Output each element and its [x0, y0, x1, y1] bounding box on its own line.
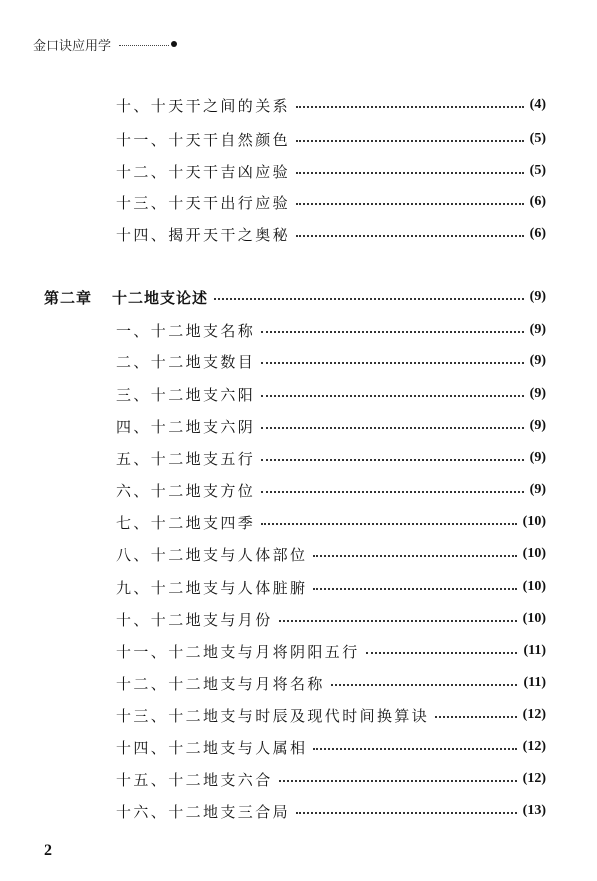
- toc-entry[interactable]: [116, 220, 546, 248]
- toc-entry-title: 九、十二地支与人体脏腑: [116, 578, 308, 597]
- dot-leader: [279, 780, 517, 782]
- dot-leader: [261, 427, 523, 429]
- dot-leader: [296, 203, 524, 205]
- toc-entry-page: (9): [529, 418, 546, 433]
- toc-entry[interactable]: [116, 701, 546, 729]
- toc-entry[interactable]: [116, 765, 546, 793]
- toc-entry[interactable]: [116, 91, 546, 119]
- toc-entry-page: (11): [523, 675, 546, 690]
- dot-leader: [313, 555, 516, 557]
- dot-leader: [261, 362, 523, 364]
- toc-entry-page: (9): [529, 450, 546, 465]
- toc-entry[interactable]: [116, 508, 546, 536]
- toc-entry-title: 十三、十二地支与时辰及现代时间换算诀: [116, 706, 430, 725]
- toc-entry-title: 十一、十天干自然颜色: [116, 130, 291, 149]
- toc-entry-page: (13): [522, 803, 546, 818]
- toc-entry[interactable]: [116, 444, 546, 472]
- toc-entry-title: 十五、十二地支六合: [116, 770, 273, 789]
- toc-entry-page: (10): [522, 611, 546, 626]
- toc-entry[interactable]: [116, 605, 546, 633]
- toc-entry-title: 十二、十二地支与月将名称: [116, 674, 325, 693]
- toc-entry[interactable]: [116, 637, 546, 665]
- toc-entry-title: 五、十二地支五行: [116, 449, 256, 468]
- chapter-page: (9): [529, 289, 546, 304]
- toc-entry-page: (4): [529, 97, 546, 112]
- toc-entry-title: 十、十二地支与月份: [116, 610, 273, 629]
- toc-entry-page: (9): [529, 386, 546, 401]
- toc-entry-title: 十六、十二地支三合局: [116, 802, 291, 821]
- dot-leader: [261, 491, 523, 493]
- dot-leader: [261, 331, 523, 333]
- toc-entry-title: 四、十二地支六阴: [116, 417, 256, 436]
- dot-leader: [313, 748, 516, 750]
- toc-entry-title: 六、十二地支方位: [116, 481, 256, 500]
- dot-leader: [214, 298, 524, 300]
- dot-leader: [296, 235, 524, 237]
- toc-entry[interactable]: [116, 669, 546, 697]
- toc-entry-title: 三、十二地支六阳: [116, 385, 256, 404]
- toc-entry-page: (9): [529, 322, 546, 337]
- toc-entry-page: (11): [523, 643, 546, 658]
- toc-entry-page: (6): [529, 226, 546, 241]
- toc-entry-title: 十、十天干之间的关系: [116, 96, 291, 115]
- toc-entry[interactable]: [116, 125, 546, 153]
- toc-entry-title: 十三、十天干出行应验: [116, 193, 291, 212]
- dot-leader: [331, 684, 518, 686]
- header-bullet-icon: [171, 41, 177, 47]
- running-header: [33, 34, 553, 54]
- dot-leader: [296, 140, 524, 142]
- toc-entry-page: (9): [529, 482, 546, 497]
- toc-entry[interactable]: [116, 316, 546, 344]
- book-title: 金口诀应用学: [33, 38, 112, 54]
- toc-entry-page: (6): [529, 194, 546, 209]
- toc-entry-page: (10): [522, 514, 546, 529]
- toc-entry-page: (9): [529, 353, 546, 368]
- dot-leader: [313, 588, 516, 590]
- toc-entry[interactable]: [116, 380, 546, 408]
- toc-entry-title: 七、十二地支四季: [116, 513, 256, 532]
- toc-entry-page: (12): [522, 739, 546, 754]
- toc-entry-title: 二、十二地支数目: [116, 352, 256, 371]
- chapter-title: 十二地支论述: [112, 288, 209, 307]
- toc-entry-page: (10): [522, 546, 546, 561]
- toc-entry[interactable]: [116, 157, 546, 185]
- toc-entry[interactable]: [116, 797, 546, 825]
- dot-leader: [279, 620, 517, 622]
- toc-entry-title: 十四、十二地支与人属相: [116, 738, 308, 757]
- chapter-heading[interactable]: [44, 283, 546, 311]
- toc-entry-page: (12): [522, 707, 546, 722]
- toc-entry-title: 十四、揭开天干之奥秘: [116, 225, 291, 244]
- toc-entry[interactable]: [116, 412, 546, 440]
- toc-entry-title: 十二、十天干吉凶应验: [116, 162, 291, 181]
- dot-leader: [366, 652, 518, 654]
- toc-entry[interactable]: [116, 476, 546, 504]
- toc-entry-title: 十一、十二地支与月将阴阳五行: [116, 642, 360, 661]
- dot-leader: [261, 395, 523, 397]
- header-dotted-rule: [119, 45, 169, 46]
- toc-entry[interactable]: [116, 347, 546, 375]
- toc-entry-page: (5): [529, 131, 546, 146]
- toc-entry-title: 一、十二地支名称: [116, 321, 256, 340]
- toc-entry[interactable]: [116, 540, 546, 568]
- toc-entry-page: (12): [522, 771, 546, 786]
- toc-entry-page: (10): [522, 579, 546, 594]
- dot-leader: [261, 523, 516, 525]
- toc-entry-title: 八、十二地支与人体部位: [116, 545, 308, 564]
- toc-entry[interactable]: [116, 573, 546, 601]
- chapter-label: 第二章: [44, 288, 93, 307]
- dot-leader: [296, 172, 524, 174]
- dot-leader: [261, 459, 523, 461]
- toc-entry[interactable]: [116, 188, 546, 216]
- toc-entry-page: (5): [529, 163, 546, 178]
- dot-leader: [296, 812, 517, 814]
- dot-leader: [296, 106, 524, 108]
- dot-leader: [435, 716, 516, 718]
- page-number: 2: [44, 842, 52, 859]
- toc-entry[interactable]: [116, 733, 546, 761]
